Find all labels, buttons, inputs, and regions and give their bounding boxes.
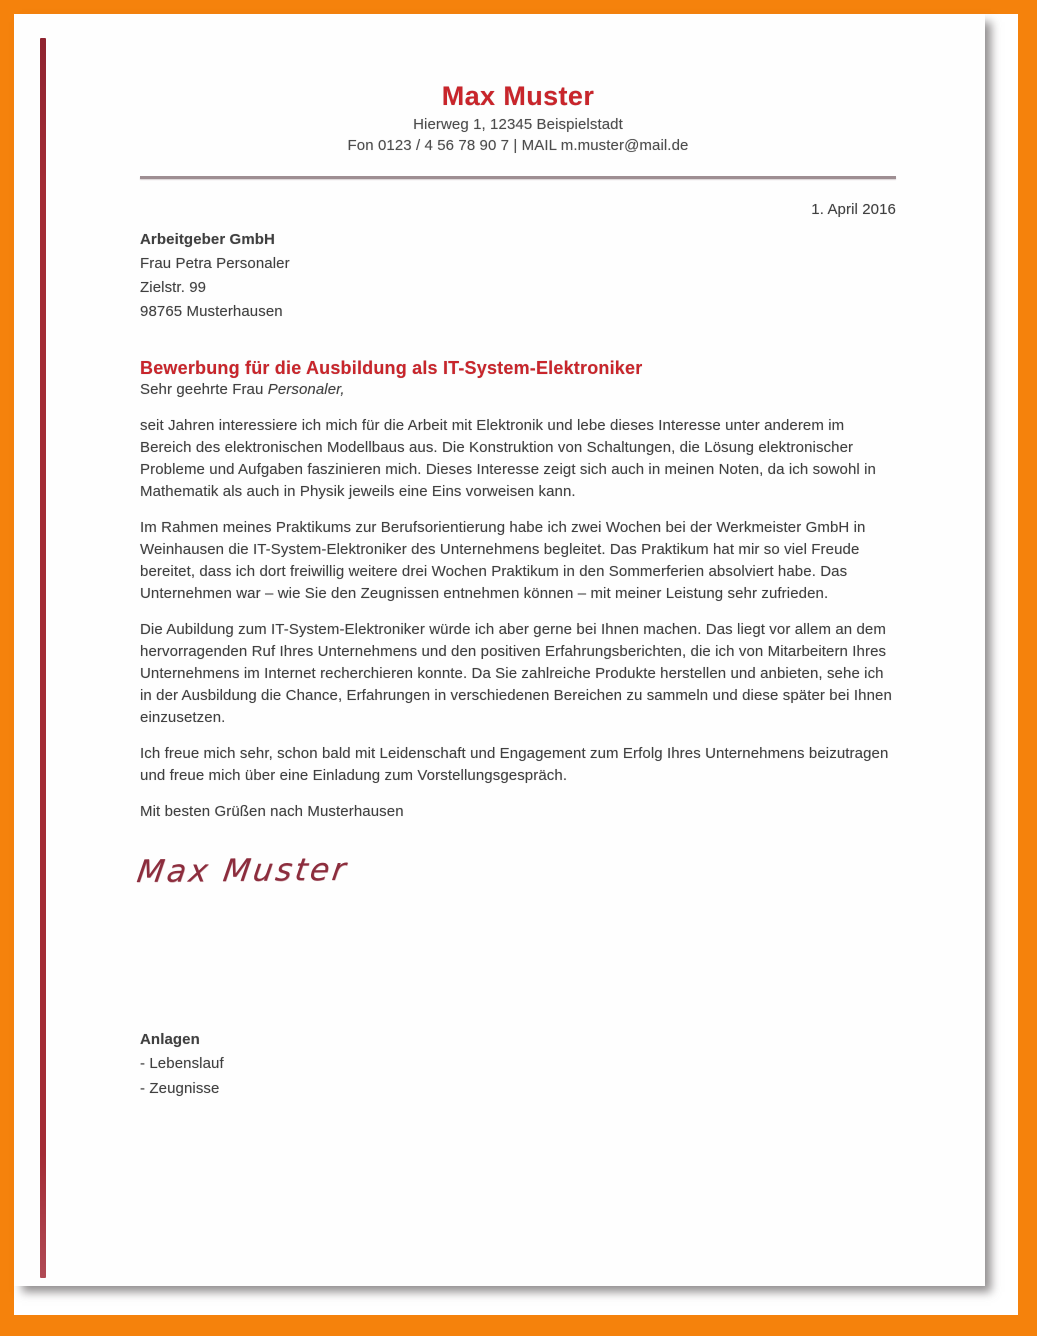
enclosures-title: Anlagen [140,1031,200,1048]
salutation [140,379,896,401]
paragraph-1: seit Jahren interessiere ich mich für die Arbeit mit Elektronik und lebe dieses Interesse unter anderem im Bereich des elektronischen Modellbaus aus. Die Konstruktion von Schaltungen, die Lösung elektronischer Probleme und Aufgaben faszinieren mich. Dieses Interesse zeigt sich auch in meinen Noten, da ich sowohl in Mathematik als auch in Physik jeweils eine Eins vorweisen kann. [140,417,877,500]
paragraph-3: Die Aubildung zum IT-System-Elektroniker würde ich aber gerne bei Ihnen machen. Das liegt vor allem an dem hervorragenden Ruf Ihres Unternehmens und den positiven Erfahrungsberichten, die ich von Mitarbeitern Ihres Unternehmens im Internet recherchieren konnte. Da Sie zahlreiche Produkte herstellen und anbieten, sehe ich in der Ausbildung die Chance, Erfahrungen in verschiedenen Bereichen zu sammeln und diese später bei Ihnen einzusetzen. [140,621,892,726]
enclosure-item: - Zeugnisse [140,1080,220,1097]
recipient-contact: Frau Petra Personaler [140,255,290,272]
subject-line: Bewerbung für die Ausbildung als IT-System-Elektroniker [140,358,643,378]
recipient-company: Arbeitgeber GmbH [140,231,275,248]
page-backdrop [14,14,1018,1315]
sender-name: Max Muster [441,81,595,111]
header-divider [140,176,896,179]
salutation-prefix: Sehr geehrte Frau [140,381,268,398]
recipient-street: Zielstr. 99 [140,279,207,296]
paragraph-4: Ich freue mich sehr, schon bald mit Leidenschaft und Engagement zum Erfolg Ihres Unternehmens beizutragen und freue mich über eine Einladung zum Vorstellungsgespräch. [140,745,889,784]
sender-contact: Fon 0123 / 4 56 78 90 7 | MAIL m.muster@mail.de [347,137,689,154]
recipient-city: 98765 Musterhausen [140,303,283,320]
sender-address: Hierweg 1, 12345 Beispielstadt [413,116,623,133]
letter-body [140,379,896,823]
letter-content [134,14,896,1101]
paragraph-2: Im Rahmen meines Praktikums zur Berufsorientierung habe ich zwei Wochen bei der Werkmeister GmbH in Weinhausen die IT-System-Elektroniker des Unternehmens begleitet. Das Praktikum hat mir so viel Freude bereitet, dass ich dort freiwillig weitere drei Wochen Praktikum in den Sommerferien absolviert habe. Das Unternehmen war – wie Sie den Zeugnissen entnehmen können – mit meiner Leistung sehr zufrieden. [140,519,866,602]
recipient-block [140,228,896,324]
handwritten-signature: Max Muster [134,851,351,890]
enclosures-block [140,1029,896,1101]
enclosure-item: - Lebenslauf [140,1055,224,1072]
closing-line: Mit besten Grüßen nach Musterhausen [140,803,404,820]
red-accent-bar [40,38,46,1278]
salutation-name: Personaler, [267,381,345,398]
letter-date: 1. April 2016 [811,201,896,218]
letter-page [14,14,985,1286]
